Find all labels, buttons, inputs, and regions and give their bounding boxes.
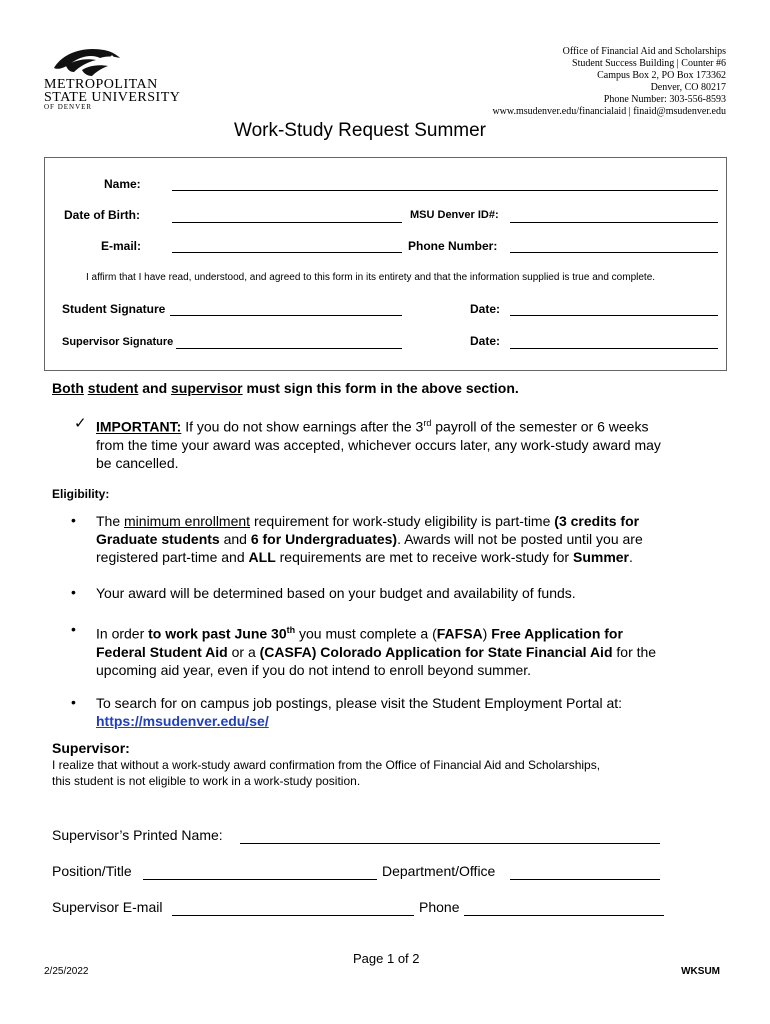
supervisor-date-label: Date: (470, 334, 501, 348)
supervisor-email-field[interactable] (172, 915, 414, 916)
text: To search for on campus job postings, please visit the Student Employment Portal at: (96, 695, 623, 711)
office-line: Student Success Building | Counter #6 (572, 58, 726, 69)
text: (CASFA) Colorado Application for State Financial Aid (259, 643, 613, 660)
bullet-icon: • (71, 584, 76, 600)
notice-word: supervisor (171, 380, 243, 396)
text: 6 for Undergraduates) (250, 531, 398, 547)
supervisor-statement (52, 757, 600, 789)
text: minimum enrollment (124, 513, 251, 529)
important-text: payroll of the semester or 6 weeks (435, 418, 649, 435)
printed-name-label: Supervisor’s Printed Name: (52, 827, 223, 843)
supervisor-email-label: Supervisor E-mail (52, 899, 163, 915)
bullet-icon: • (71, 621, 76, 637)
important-text: If you do not show earnings after the 3 (185, 418, 424, 435)
text: FAFSA (436, 625, 483, 642)
form-code: WKSUM (681, 966, 720, 977)
text: The (96, 513, 121, 529)
office-line: Denver, CO 80217 (650, 82, 726, 93)
student-signature-label: Student Signature (62, 302, 166, 316)
page-number: Page 1 of 2 (353, 951, 420, 966)
phone-label: Phone Number: (408, 239, 498, 253)
bullet-icon: • (71, 512, 76, 528)
logo-wordmark-line3: OF DENVER (44, 103, 93, 111)
checkmark-icon: ✓ (74, 414, 87, 432)
phone-field[interactable] (510, 252, 718, 253)
text: to work past June 30 (148, 625, 287, 642)
text: Free Application for (491, 625, 623, 642)
text: for the (616, 643, 657, 660)
important-text: be cancelled. (96, 454, 179, 471)
dob-label: Date of Birth: (64, 208, 140, 222)
office-line: Campus Box 2, PO Box 173362 (597, 70, 726, 81)
logo-wordmark-line2: STATE UNIVERSITY (44, 90, 181, 105)
text: I realize that without a work-study award confirmation from the Office of Financial Aid and Scholarships, (52, 758, 601, 772)
department-label: Department/Office (382, 863, 496, 879)
important-label: IMPORTANT: (96, 418, 182, 435)
text: this student is not eligible to work in a work-study position. (52, 774, 361, 788)
student-signature-field[interactable] (170, 315, 402, 316)
text: ALL (248, 549, 276, 565)
text: requirements are met to receive work-study for (279, 549, 570, 565)
text: and (223, 531, 247, 547)
dob-field[interactable] (172, 222, 402, 223)
text: upcoming aid year, even if you do not intend to enroll beyond summer. (96, 661, 532, 678)
affirmation-text: I affirm that I have read, understood, and agreed to this form in its entirety and that the information supplied is true and complete. (86, 272, 656, 283)
text: ) (482, 625, 488, 642)
supervisor-signature-label: Supervisor Signature (62, 336, 174, 348)
form-date: 2/25/2022 (44, 966, 89, 977)
position-field[interactable] (143, 879, 377, 880)
office-line: Phone Number: 303-556-8593 (603, 94, 726, 105)
email-field[interactable] (172, 252, 402, 253)
text: (3 credits for (554, 513, 640, 529)
email-label: E-mail: (101, 239, 142, 253)
position-label: Position/Title (52, 863, 132, 879)
msu-id-field[interactable] (510, 222, 718, 223)
student-date-field[interactable] (510, 315, 718, 316)
text: Federal Student Aid (96, 643, 228, 660)
office-line: www.msudenver.edu/financialaid | finaid@msudenver.edu (492, 106, 726, 117)
supervisor-phone-field[interactable] (464, 915, 664, 916)
text: Graduate students (96, 531, 220, 547)
signature-notice (52, 380, 519, 396)
notice-word: student (87, 380, 139, 396)
text: In order (96, 625, 145, 642)
supervisor-signature-field[interactable] (176, 348, 402, 349)
logo-wordmark-line1: METROPOLITAN (44, 77, 158, 92)
supervisor-phone-label: Phone (419, 899, 460, 915)
text: requirement for work-study eligibility is part-time (253, 513, 551, 529)
supervisor-date-field[interactable] (510, 348, 718, 349)
bullet-icon: • (71, 694, 76, 710)
text: registered part-time and (96, 549, 245, 565)
ordinal-sup: th (286, 625, 296, 635)
office-line: Office of Financial Aid and Scholarships (562, 46, 726, 57)
text: Summer (572, 549, 630, 565)
text: . Awards will not be posted until you are (397, 531, 643, 547)
eligibility-item (96, 694, 716, 730)
supervisor-heading: Supervisor: (52, 740, 130, 756)
text: you must complete a ( (299, 625, 437, 642)
notice-word: and (142, 380, 168, 396)
notice-word: Both (52, 380, 84, 396)
text: or a (231, 643, 256, 660)
name-label: Name: (104, 177, 141, 191)
university-logo-icon (52, 44, 122, 78)
eligibility-item (96, 512, 716, 566)
eligibility-item (96, 621, 716, 679)
text: . (629, 549, 633, 565)
ordinal-sup: rd (423, 418, 432, 428)
student-employment-link[interactable]: https://msudenver.edu/se/ (96, 713, 269, 729)
important-paragraph (96, 414, 716, 472)
page-title: Work-Study Request Summer (233, 120, 486, 141)
eligibility-heading: Eligibility: (52, 487, 110, 501)
notice-rest: must sign this form in the above section. (246, 380, 519, 396)
department-field[interactable] (510, 879, 660, 880)
office-contact-block (492, 46, 726, 118)
student-date-label: Date: (470, 302, 501, 316)
msu-id-label: MSU Denver ID#: (410, 209, 499, 221)
printed-name-field[interactable] (240, 843, 660, 844)
important-text: from the time your award was accepted, whichever occurs later, any work-study award may (96, 436, 661, 453)
name-field[interactable] (172, 190, 718, 191)
eligibility-item: Your award will be determined based on your budget and availability of funds. (96, 585, 576, 601)
